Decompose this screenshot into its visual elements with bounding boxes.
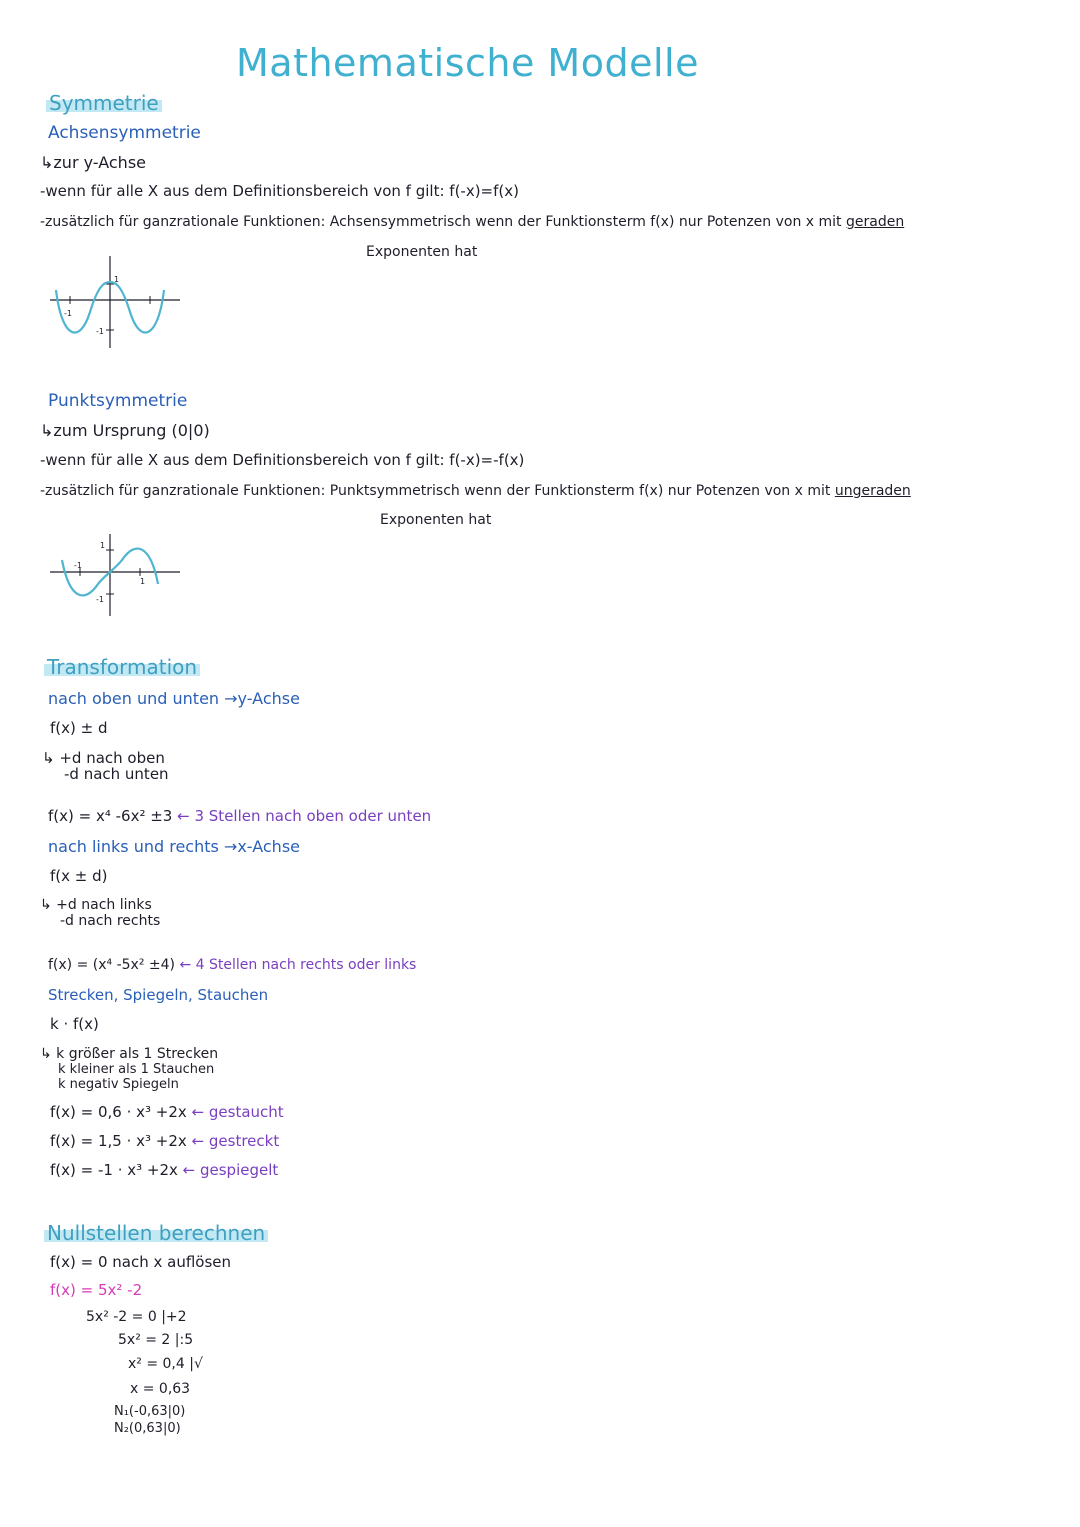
punkt-definition: -wenn für alle X aus dem Definitionsbereich von f gilt: f(-x)=-f(x) xyxy=(40,451,525,469)
y-neg-label: -1 xyxy=(96,327,104,336)
punkt-ganzrational: -zusätzlich für ganzrationale Funktionen: Punktsymmetrisch wenn der Funktionsterm f(x) nur Potenzen von x mit ungeraden xyxy=(40,483,911,499)
page-title: Mathematische Modelle xyxy=(236,41,699,85)
example-oben-unten: f(x) = x⁴ -6x² ±3 ← 3 Stellen nach oben oder unten xyxy=(48,807,432,825)
formula-strecken: k · f(x) xyxy=(50,1015,99,1033)
nullstellen-step-4: x = 0,63 xyxy=(130,1381,191,1397)
achsen-definition: -wenn für alle X aus dem Definitionsbereich von f gilt: f(-x)=f(x) xyxy=(40,182,519,200)
nullstellen-step-3: x² = 0,4 |√ xyxy=(128,1356,203,1372)
section-heading-symmetrie: Symmetrie xyxy=(46,92,162,115)
section-heading-transformation: Transformation xyxy=(44,656,200,679)
x-neg-label: -1 xyxy=(74,561,82,570)
formula-oben-unten: f(x) ± d xyxy=(50,719,108,737)
subheading-oben-unten: nach oben und unten →y-Achse xyxy=(48,689,300,708)
y-neg-label: -1 xyxy=(96,595,104,604)
achsen-exponenten: Exponenten hat xyxy=(366,244,478,260)
subheading-achsensymmetrie: Achsensymmetrie xyxy=(48,123,201,143)
y-pos-label: 1 xyxy=(114,275,120,284)
odd-function-graph xyxy=(40,530,190,620)
x-neg-label: -1 xyxy=(64,309,72,318)
rule-nach-links: ↳ +d nach links xyxy=(40,897,152,913)
example-links-rechts: f(x) = (x⁴ -5x² ±4) ← 4 Stellen nach rechts oder links xyxy=(48,957,417,973)
x-pos-label: 1 xyxy=(140,577,146,586)
example-gestaucht: f(x) = 0,6 · x³ +2x ← gestaucht xyxy=(50,1103,284,1121)
punkt-line-ursprung: ↳zum Ursprung (0|0) xyxy=(40,421,210,440)
formula-links-rechts: f(x ± d) xyxy=(50,867,108,885)
nullstellen-example: f(x) = 5x² -2 xyxy=(50,1281,143,1299)
y-pos-label: 1 xyxy=(100,541,106,550)
nullstellen-step-1: 5x² -2 = 0 |+2 xyxy=(86,1309,187,1325)
example-gestreckt: f(x) = 1,5 · x³ +2x ← gestreckt xyxy=(50,1132,280,1150)
nullstelle-n2: N₂(0,63|0) xyxy=(114,1421,181,1436)
example-gespiegelt: f(x) = -1 · x³ +2x ← gespiegelt xyxy=(50,1161,279,1179)
rule-spiegeln: k negativ Spiegeln xyxy=(58,1077,179,1092)
rule-nach-oben: ↳ +d nach oben xyxy=(42,749,165,767)
nullstelle-n1: N₁(-0,63|0) xyxy=(114,1404,186,1419)
rule-nach-rechts: -d nach rechts xyxy=(60,913,161,929)
section-heading-nullstellen: Nullstellen berechnen xyxy=(44,1222,268,1245)
even-function-graph xyxy=(40,252,190,352)
nullstellen-step-2: 5x² = 2 |:5 xyxy=(118,1332,194,1348)
subheading-punktsymmetrie: Punktsymmetrie xyxy=(48,391,188,411)
punkt-exponenten: Exponenten hat xyxy=(380,512,492,528)
achsen-line-y-achse: ↳zur y-Achse xyxy=(40,153,146,172)
subheading-links-rechts: nach links und rechts →x-Achse xyxy=(48,837,300,856)
rule-nach-unten: -d nach unten xyxy=(64,765,169,783)
rule-stauchen: k kleiner als 1 Stauchen xyxy=(58,1062,215,1077)
achsen-ganzrational: -zusätzlich für ganzrationale Funktionen: Achsensymmetrisch wenn der Funktionsterm f(x) nur Potenzen von x mit geraden xyxy=(40,214,905,230)
nullstellen-rule: f(x) = 0 nach x auflösen xyxy=(50,1253,232,1271)
rule-strecken: ↳ k größer als 1 Strecken xyxy=(40,1046,219,1062)
subheading-strecken: Strecken, Spiegeln, Stauchen xyxy=(48,986,269,1004)
